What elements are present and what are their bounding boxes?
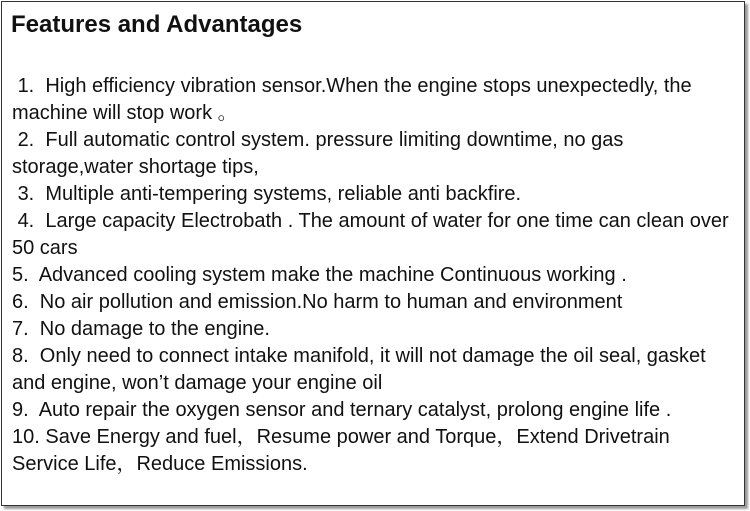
features-panel <box>1 1 745 506</box>
list-item: 2. Full automatic control system. pressure limiting downtime, no gas storage,water shortage tips, <box>12 129 629 178</box>
list-item: 8. Only need to connect intake manifold, it will not damage the oil seal, gasket and engine, won’t damage your engine oil <box>12 345 712 394</box>
list-item: 4. Large capacity Electrobath . The amount of water for one time can clean over 50 cars <box>12 210 735 259</box>
page-title: Features and Advantages <box>11 11 303 38</box>
list-item: 10. Save Energy and fuel，Resume power and Torque，Extend Drivetrain Service Life，Reduce Emissions. <box>12 426 676 475</box>
features-list <box>12 73 742 478</box>
list-item: 7. No damage to the engine. <box>12 318 270 340</box>
list-item: 9. Auto repair the oxygen sensor and ternary catalyst, prolong engine life . <box>12 399 672 421</box>
list-item: 1. High efficiency vibration sensor.When the engine stops unexpectedly, the machine will stop work 。 <box>12 75 698 124</box>
list-item: 5. Advanced cooling system make the machine Continuous working . <box>12 264 627 286</box>
list-item: 3. Multiple anti-tempering systems, reliable anti backfire. <box>12 183 522 205</box>
list-item: 6. No air pollution and emission.No harm to human and environment <box>12 291 623 313</box>
